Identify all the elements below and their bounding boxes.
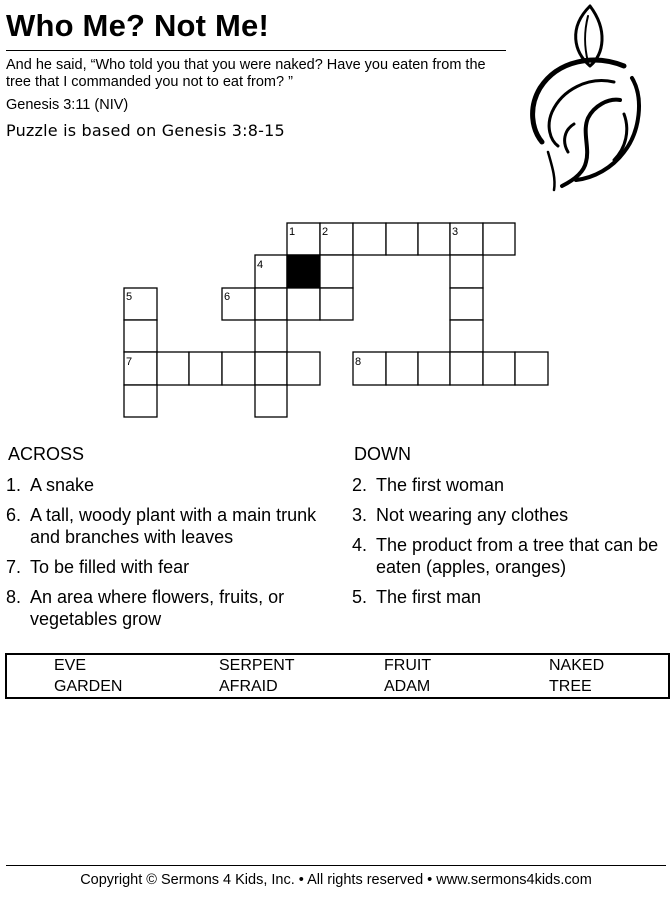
clue-text: The product from a tree that can be eaten (apples, oranges) (376, 535, 659, 577)
word-bank-word: AFRAID (219, 678, 278, 695)
clue-number: 1. (6, 475, 22, 495)
across-heading: ACROSS (8, 444, 85, 464)
across-clue (6, 504, 326, 548)
grid-number: 3 (452, 226, 459, 238)
grid-number: 7 (126, 356, 133, 368)
down-clue-list (352, 474, 668, 616)
grid-cell[interactable] (255, 288, 287, 320)
scripture-verse: And he said, “Who told you that you were naked? Have you eaten from the tree that I commanded you not to eat from? ” (6, 57, 486, 90)
grid-cell[interactable] (124, 320, 157, 352)
clue-number: 3. (352, 505, 368, 525)
clue-number: 5. (352, 587, 368, 607)
clue-number: 8. (6, 587, 22, 607)
word-bank (5, 653, 670, 699)
clue-text: The first woman (376, 475, 505, 495)
grid-cell[interactable] (287, 352, 320, 385)
clue-text: Not wearing any clothes (376, 505, 569, 525)
clue-number: 4. (352, 535, 368, 555)
grid-cell[interactable] (450, 352, 483, 385)
grid-cell[interactable] (386, 352, 418, 385)
clue-number: 7. (6, 557, 22, 577)
scripture-reference: Genesis 3:11 (NIV) (6, 97, 129, 113)
footer-divider (6, 865, 666, 866)
grid-cell[interactable] (189, 352, 222, 385)
copyright-footer: Copyright © Sermons 4 Kids, Inc. • All rights reserved • www.sermons4kids.com (80, 872, 592, 888)
down-clue (352, 586, 668, 608)
grid-cell[interactable] (450, 255, 483, 288)
clue-number: 2. (352, 475, 368, 495)
puzzle-source: Puzzle is based on Genesis 3:8-15 (6, 121, 285, 140)
clue-text: The first man (376, 587, 482, 607)
grid-cell[interactable] (255, 385, 287, 417)
grid-number: 6 (224, 291, 231, 303)
grid-cell[interactable] (450, 288, 483, 320)
grid-number: 1 (289, 226, 296, 238)
grid-cell[interactable] (418, 352, 450, 385)
down-clue (352, 504, 668, 526)
grid-black-cell (287, 255, 320, 288)
word-bank-word: SERPENT (219, 657, 295, 674)
grid-cell[interactable] (386, 223, 418, 255)
grid-cell[interactable] (320, 255, 353, 288)
clue-text: A tall, woody plant with a main trunk and branches with leaves (30, 505, 317, 547)
word-bank-word: TREE (549, 678, 592, 695)
across-clue-list (6, 474, 326, 638)
across-clue (6, 474, 326, 496)
word-bank-word: GARDEN (54, 678, 123, 695)
word-bank-word: EVE (54, 657, 87, 674)
grid-cell[interactable] (287, 288, 320, 320)
clue-number: 6. (6, 505, 22, 525)
grid-number: 8 (355, 356, 362, 368)
clue-text: A snake (30, 475, 95, 495)
down-clue (352, 534, 668, 578)
down-heading: DOWN (354, 444, 411, 464)
grid-cell[interactable] (222, 352, 255, 385)
grid-cell[interactable] (157, 352, 189, 385)
across-clue (6, 586, 326, 630)
grid-number: 5 (126, 291, 133, 303)
grid-cell[interactable] (483, 352, 515, 385)
page-title: Who Me? Not Me! (6, 8, 270, 43)
grid-cell[interactable] (255, 320, 287, 352)
word-bank-word: FRUIT (384, 657, 432, 674)
word-bank-word: ADAM (384, 678, 431, 695)
grid-number: 4 (257, 259, 264, 271)
grid-number: 2 (322, 226, 329, 238)
grid-cell[interactable] (450, 320, 483, 352)
grid-cell[interactable] (418, 223, 450, 255)
grid-cell[interactable] (255, 352, 287, 385)
grid-cell[interactable] (124, 385, 157, 417)
clue-text: An area where flowers, fruits, or vegetables grow (30, 587, 285, 629)
grid-cell[interactable] (320, 288, 353, 320)
crossword-grid (0, 0, 672, 420)
grid-cell[interactable] (353, 223, 386, 255)
grid-cell[interactable] (515, 352, 548, 385)
across-clue (6, 556, 326, 578)
clue-text: To be filled with fear (30, 557, 190, 577)
word-bank-word: NAKED (549, 657, 605, 674)
grid-cell[interactable] (483, 223, 515, 255)
down-clue (352, 474, 668, 496)
